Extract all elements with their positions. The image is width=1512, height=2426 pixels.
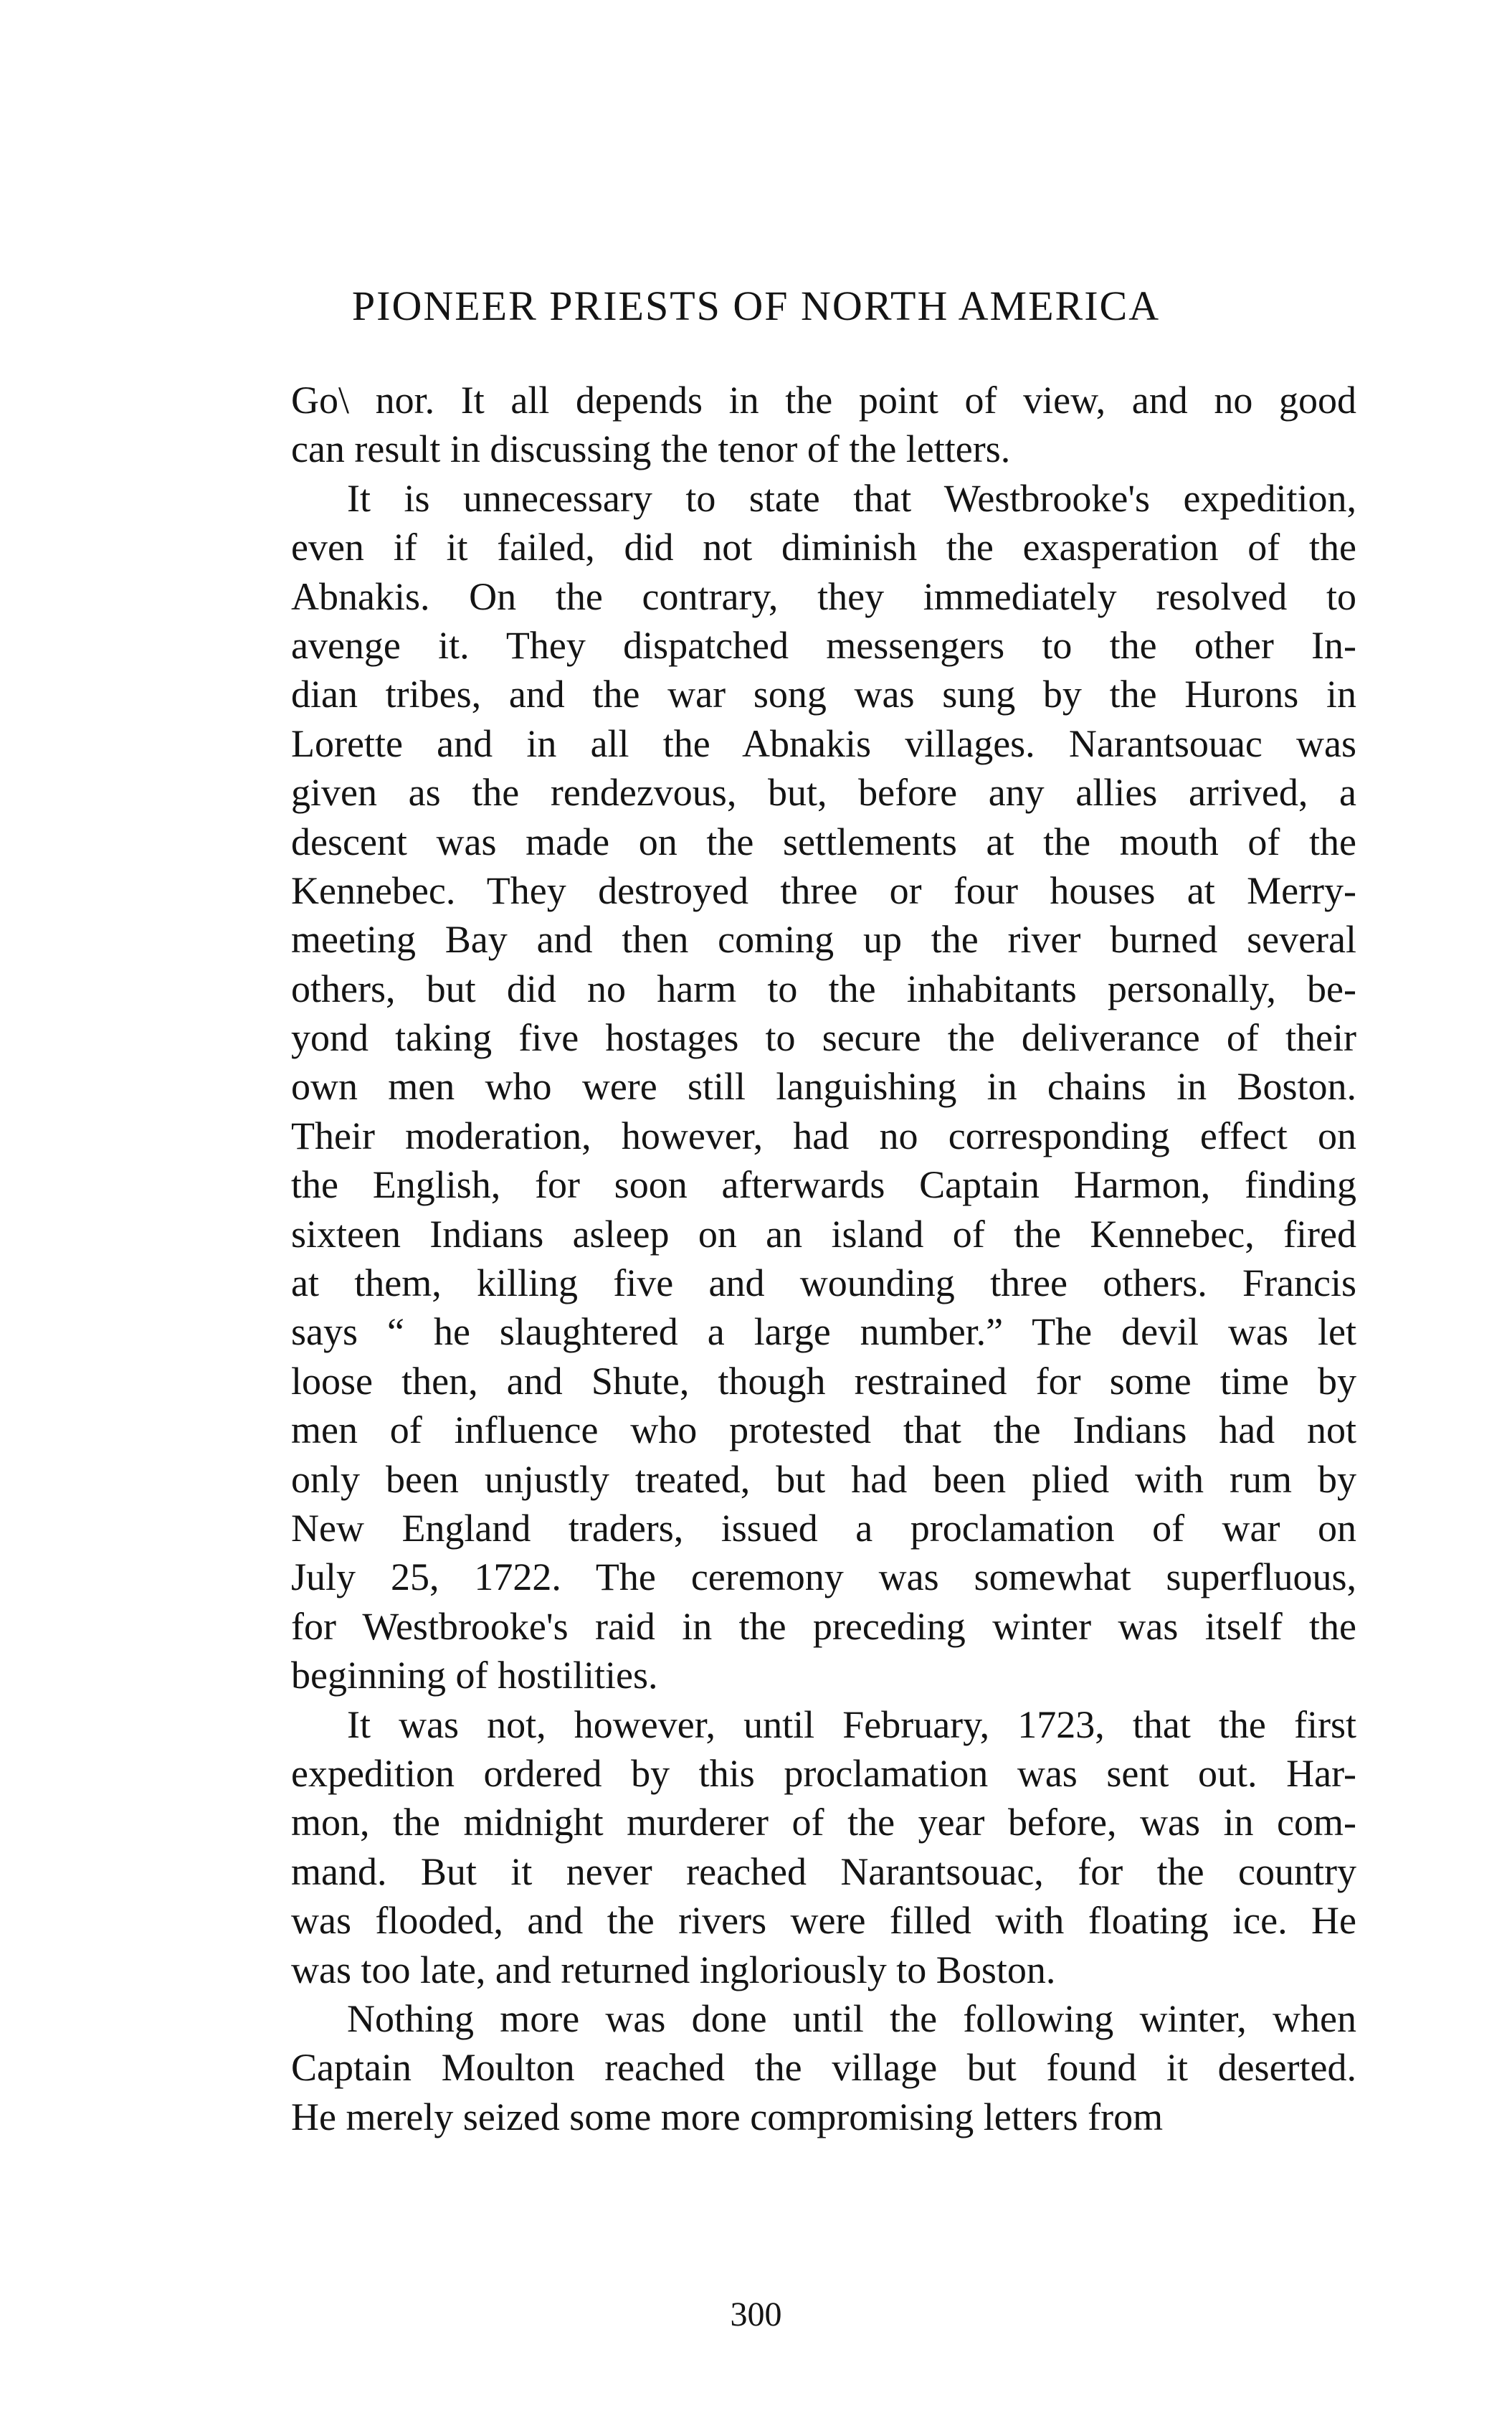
text-line: Abnakis. On the contrary, they immediately resolved to (291, 574, 1356, 618)
text-line: even if it failed, did not diminish the exasperation of the (291, 526, 1356, 569)
text-line: only been unjustly treated, but had been plied with rum by (291, 1457, 1356, 1501)
text-line: July 25, 1722. The ceremony was somewhat superfluous, (291, 1555, 1356, 1599)
text-line: can result in discussing the tenor of the letters. (291, 427, 1011, 471)
text-line: sixteen Indians asleep on an island of the Kennebec, fired (291, 1212, 1356, 1256)
text-line: men of influence who protested that the Indians had not (291, 1408, 1356, 1452)
text-line: descent was made on the settlements at the mouth of the (291, 820, 1356, 863)
text-line: mon, the midnight murderer of the year before, was in com- (291, 1801, 1356, 1844)
text-line: meeting Bay and then coming up the river burned several (291, 918, 1356, 962)
text-line: yond taking five hostages to secure the deliverance of their (291, 1016, 1356, 1060)
text-line: avenge it. They dispatched messengers to the other In- (291, 623, 1356, 667)
body-text (291, 376, 1356, 2141)
text-line: dian tribes, and the war song was sung by the Hurons in (291, 673, 1356, 716)
running-head: PIONEER PRIESTS OF NORTH AMERICA (351, 283, 1161, 329)
text-line: Lorette and in all the Abnakis villages. Narantsouac was (291, 721, 1356, 765)
text-line: Captain Moulton reached the village but found it deserted. (291, 2046, 1356, 2090)
text-line: Kennebec. They destroyed three or four houses at Merry- (291, 868, 1356, 912)
paragraph (291, 376, 1356, 474)
page-number: 300 (730, 2295, 782, 2333)
text-line: for Westbrooke's raid in the preceding winter was itself the (291, 1604, 1356, 1648)
paragraph (291, 474, 1356, 1700)
text-line: was too late, and returned ingloriously to Boston. (291, 1948, 1056, 1991)
paragraph (291, 1994, 1356, 2141)
text-line: given as the rendezvous, but, before any allies arrived, a (291, 771, 1356, 815)
text-line: at them, killing five and wounding three others. Francis (291, 1261, 1356, 1305)
text-line: says “ he slaughtered a large number.” The devil was let (291, 1310, 1356, 1354)
text-line: others, but did no harm to the inhabitants personally, be- (291, 967, 1356, 1010)
text-line: loose then, and Shute, though restrained for some time by (291, 1359, 1356, 1403)
text-line: He merely seized some more compromising letters from (291, 2095, 1164, 2138)
text-line: the English, for soon afterwards Captain Harmon, finding (291, 1163, 1356, 1207)
text-line: beginning of hostilities. (291, 1654, 658, 1697)
text-line: Nothing more was done until the following winter, when (347, 1996, 1356, 2040)
text-line: Their moderation, however, had no corresponding effect on (291, 1114, 1356, 1157)
text-line: Go\ nor. It all depends in the point of view, and no good (291, 379, 1356, 422)
text-line: expedition ordered by this proclamation was sent out. Har- (291, 1751, 1356, 1795)
text-line: It is unnecessary to state that Westbrooke's expedition, (347, 476, 1356, 520)
text-line: mand. But it never reached Narantsouac, for the country (291, 1849, 1356, 1893)
text-line: own men who were still languishing in chains in Boston. (291, 1065, 1356, 1109)
text-line: was flooded, and the rivers were filled with floating ice. He (291, 1899, 1356, 1943)
text-line: It was not, however, until February, 1723, that the first (347, 1702, 1356, 1746)
paragraph (291, 1700, 1356, 1994)
text-line: New England traders, issued a proclamation of war on (291, 1506, 1356, 1550)
